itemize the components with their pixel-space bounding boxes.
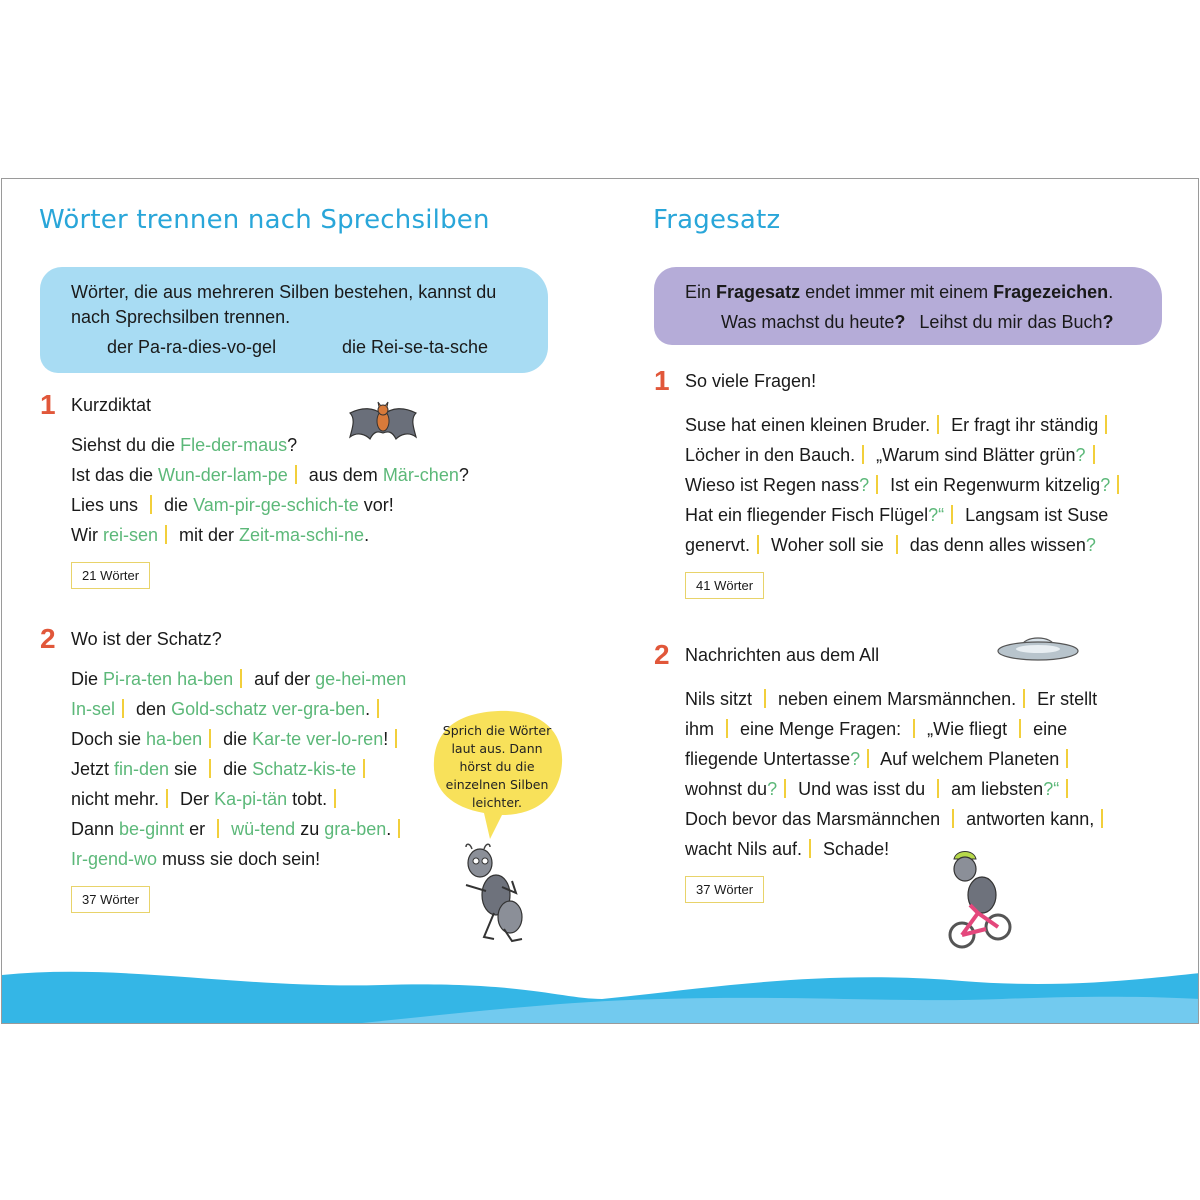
- text-line: [71, 754, 407, 784]
- text-segment: den: [131, 699, 172, 719]
- phrase-separator: [867, 749, 869, 768]
- text-segment: aus dem: [303, 465, 383, 485]
- text-segment: sie: [169, 759, 203, 779]
- phrase-separator: [937, 779, 939, 798]
- punctuation-mark: “: [938, 505, 945, 525]
- phrase-separator: [377, 699, 379, 718]
- phrase-separator: [937, 415, 939, 434]
- text-line: [71, 490, 469, 520]
- text-line: [685, 804, 1110, 834]
- text-segment: fliegende Untertasse: [685, 749, 851, 769]
- phrase-separator: [1105, 415, 1107, 434]
- text-line: [71, 784, 407, 814]
- text-segment: nicht mehr.: [71, 789, 160, 809]
- syllable-word: Schatz-kis-te: [252, 759, 357, 779]
- syllable-word: gra-ben: [324, 819, 387, 839]
- text-line: [685, 714, 1110, 744]
- syllable-word: wü-tend: [231, 819, 296, 839]
- ant-character: [460, 841, 540, 945]
- text-segment: die: [218, 759, 253, 779]
- text-segment: ihm: [685, 719, 720, 739]
- text-segment: ?: [458, 465, 469, 485]
- syllable-word: be-ginnt: [119, 819, 185, 839]
- syllable-word: ge-hei-men: [315, 669, 407, 689]
- punctuation-mark: ?: [850, 749, 861, 769]
- exercise-text: [685, 684, 1110, 864]
- text-segment: „Wie fliegt: [922, 719, 1013, 739]
- exercise-number: 2: [654, 639, 670, 670]
- punctuation-mark: ?: [1043, 779, 1054, 799]
- text-line: [685, 500, 1126, 530]
- example-paradiesvogel: der Pa-ra-dies-vo-gel: [107, 337, 277, 357]
- syllable-word: ha-ben: [177, 669, 234, 689]
- syllable-word: Fle-der-maus: [180, 435, 288, 455]
- phrase-separator: [784, 779, 786, 798]
- phrase-separator: [1101, 809, 1103, 828]
- exercise-title: So viele Fragen!: [685, 371, 817, 391]
- phrase-separator: [913, 719, 915, 738]
- syllable-word: ver-lo-ren: [306, 729, 384, 749]
- text-segment: Der: [175, 789, 215, 809]
- text-segment: antworten kann,: [961, 809, 1095, 829]
- text-segment: die: [218, 729, 253, 749]
- bottom-wave-decoration: [2, 959, 1199, 1024]
- text-segment: Siehst du die: [71, 435, 181, 455]
- syllable-word: Zeit-ma-schi-ne: [239, 525, 365, 545]
- syllable-word: rei-sen: [102, 525, 159, 545]
- text-segment: wacht Nils auf.: [685, 839, 803, 859]
- phrase-separator: [166, 789, 168, 808]
- rule-line-2: nach Sprechsilben trennen.: [71, 307, 291, 327]
- text-segment: Langsam ist Suse: [960, 505, 1109, 525]
- phrase-separator: [1117, 475, 1119, 494]
- word-count-badge: 37 Wörter: [685, 876, 764, 903]
- phrase-separator: [1066, 749, 1068, 768]
- text-segment: wohnst du: [685, 779, 768, 799]
- phrase-separator: [726, 719, 728, 738]
- ufo-illustration: [995, 631, 1081, 669]
- phrase-separator: [764, 689, 766, 708]
- syllable-word: Ka-pi-tän: [214, 789, 288, 809]
- text-line: [685, 774, 1110, 804]
- text-segment: ?: [287, 435, 298, 455]
- text-segment: Und was isst du: [793, 779, 931, 799]
- text-segment: Schade!: [818, 839, 890, 859]
- text-line: [685, 530, 1126, 560]
- text-segment: Doch sie: [71, 729, 147, 749]
- text-segment: Er stellt: [1032, 689, 1098, 709]
- text-segment: Die: [71, 669, 104, 689]
- phrase-separator: [876, 475, 878, 494]
- text-segment: Lies uns: [71, 495, 144, 515]
- text-segment: tobt.: [287, 789, 328, 809]
- text-segment: Nils sitzt: [685, 689, 757, 709]
- syllable-word: fin-den: [114, 759, 170, 779]
- phrase-separator: [395, 729, 397, 748]
- word-count-badge: 41 Wörter: [685, 572, 764, 599]
- phrase-separator: [334, 789, 336, 808]
- phrase-separator: [952, 809, 954, 828]
- syllable-word: ver-gra-ben: [272, 699, 366, 719]
- phrase-separator: [295, 465, 297, 484]
- example-reisetasche: die Rei-se-ta-sche: [342, 337, 489, 357]
- text-line: [685, 470, 1126, 500]
- text-segment: Ist das die: [71, 465, 159, 485]
- phrase-separator: [122, 699, 124, 718]
- phrase-separator: [1019, 719, 1021, 738]
- exercise-title: Nachrichten aus dem All: [685, 645, 880, 665]
- syllable-word: Mär-chen: [382, 465, 459, 485]
- text-line: [71, 460, 469, 490]
- text-segment: „Warum sind Blätter grün: [871, 445, 1076, 465]
- text-segment: Suse hat einen kleinen Bruder.: [685, 415, 931, 435]
- phrase-separator: [165, 525, 167, 544]
- text-segment: eine: [1028, 719, 1068, 739]
- phrase-separator: [809, 839, 811, 858]
- text-segment: mit der: [174, 525, 240, 545]
- text-segment: Auf welchem Planeten: [876, 749, 1060, 769]
- exercise-number: 1: [40, 389, 56, 420]
- phrase-separator: [209, 729, 211, 748]
- exercise-title: Kurzdiktat: [71, 395, 152, 415]
- syllable-word: Wun-der-lam-pe: [158, 465, 288, 485]
- punctuation-mark: ?: [928, 505, 939, 525]
- syllable-word: ha-ben: [146, 729, 203, 749]
- rule-examples: Was machst du heute? Leihst du mir das Buch?: [721, 312, 1114, 332]
- text-line: [685, 440, 1126, 470]
- punctuation-mark: ?: [767, 779, 778, 799]
- text-segment: eine Menge Fragen:: [735, 719, 907, 739]
- text-line: [71, 844, 407, 874]
- text-segment: Wir: [71, 525, 103, 545]
- exercise-title: Wo ist der Schatz?: [71, 629, 222, 649]
- text-segment: das denn alles wissen: [904, 535, 1086, 555]
- syllable-word: Vam-pir-ge-schich-te: [193, 495, 359, 515]
- text-segment: .: [364, 525, 370, 545]
- word-count-badge: 21 Wörter: [71, 562, 150, 589]
- syllable-word: Ir-gend-wo: [71, 849, 158, 869]
- punctuation-mark: “: [1053, 779, 1060, 799]
- phrase-separator: [240, 669, 242, 688]
- text-segment: genervt.: [685, 535, 751, 555]
- exercise-text: [71, 430, 469, 550]
- phrase-separator: [951, 505, 953, 524]
- text-segment: am liebsten: [946, 779, 1044, 799]
- phrase-separator: [1066, 779, 1068, 798]
- exercise-number: 1: [654, 365, 670, 396]
- text-segment: Dann: [71, 819, 120, 839]
- text-segment: Jetzt: [71, 759, 115, 779]
- text-line: [685, 834, 1110, 864]
- exercise-number: 2: [40, 623, 56, 654]
- punctuation-mark: ?: [1085, 535, 1096, 555]
- phrase-separator: [150, 495, 152, 514]
- left-page-title: Wörter trennen nach Sprechsilben: [39, 205, 490, 235]
- text-segment: Hat ein fliegender Fisch Flügel: [685, 505, 929, 525]
- phrase-separator: [363, 759, 365, 778]
- right-page-title: Fragesatz: [653, 205, 781, 235]
- text-segment: muss sie doch sein!: [157, 849, 321, 869]
- word-count-badge: 37 Wörter: [71, 886, 150, 913]
- text-segment: Er fragt ihr ständig: [946, 415, 1099, 435]
- phrase-separator: [398, 819, 400, 838]
- text-segment: neben einem Marsmännchen.: [773, 689, 1017, 709]
- text-segment: Löcher in den Bauch.: [685, 445, 856, 465]
- syllable-rule-box: [40, 267, 548, 373]
- text-line: [71, 694, 407, 724]
- punctuation-mark: ?: [859, 475, 870, 495]
- text-line: [71, 664, 407, 694]
- text-line: [71, 724, 407, 754]
- syllable-word: Pi-ra-ten: [103, 669, 173, 689]
- phrase-separator: [757, 535, 759, 554]
- book-spread: [1, 178, 1199, 1024]
- punctuation-mark: ?: [1100, 475, 1111, 495]
- text-segment: Doch bevor das Marsmännchen: [685, 809, 946, 829]
- phrase-separator: [1093, 445, 1095, 464]
- bat-illustration: [346, 401, 420, 445]
- text-segment: .: [386, 819, 392, 839]
- syllable-word: In-sel: [71, 699, 116, 719]
- text-segment: Wieso ist Regen nass: [685, 475, 860, 495]
- rule-line-1: Wörter, die aus mehreren Silben bestehen, kannst du: [71, 282, 497, 302]
- text-line: [685, 744, 1110, 774]
- exercise-text: [71, 664, 407, 874]
- text-segment: .: [365, 699, 371, 719]
- exercise-text: [685, 410, 1126, 560]
- text-segment: Ist ein Regenwurm kitzelig: [885, 475, 1101, 495]
- rule-line-1: Ein Fragesatz endet immer mit einem Fragezeichen.: [685, 282, 1114, 302]
- ant-on-bicycle: [942, 847, 1018, 953]
- phrase-separator: [896, 535, 898, 554]
- text-segment: auf der: [249, 669, 316, 689]
- text-segment: die: [159, 495, 194, 515]
- tip-text: Sprich die Wörter laut aus. Dann hörst du die einzelnen Silben leichter.: [442, 723, 552, 810]
- phrase-separator: [217, 819, 219, 838]
- text-line: [685, 684, 1110, 714]
- syllable-word: Kar-te: [252, 729, 302, 749]
- phrase-separator: [862, 445, 864, 464]
- text-segment: Woher soll sie: [766, 535, 889, 555]
- text-segment: er: [184, 819, 211, 839]
- text-line: [685, 410, 1126, 440]
- text-segment: vor!: [358, 495, 394, 515]
- phrase-separator: [1023, 689, 1025, 708]
- punctuation-mark: ?: [1075, 445, 1086, 465]
- text-segment: zu: [295, 819, 325, 839]
- text-line: [71, 814, 407, 844]
- text-line: [71, 520, 469, 550]
- text-segment: !: [383, 729, 389, 749]
- question-rule-box: [654, 267, 1162, 345]
- syllable-word: Gold-schatz: [171, 699, 268, 719]
- phrase-separator: [209, 759, 211, 778]
